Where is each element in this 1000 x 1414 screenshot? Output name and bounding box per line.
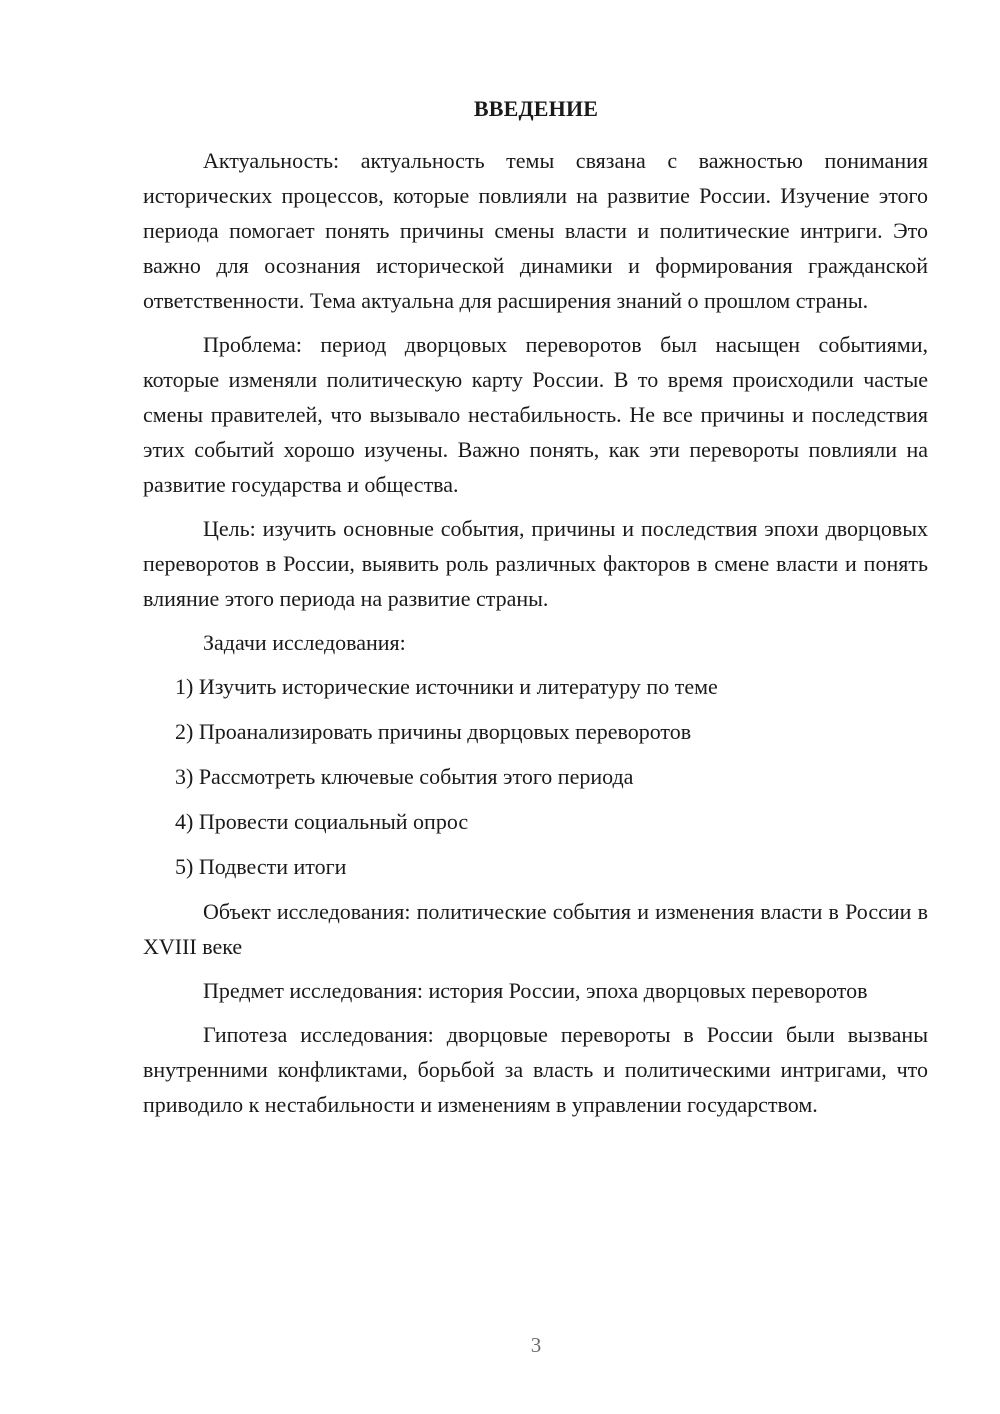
list-item: 3) Рассмотреть ключевые события этого периода [175,764,634,789]
object-paragraph: Объект исследования: политические события и изменения власти в России в XVIII веке [143,899,928,959]
list-item: 1) Изучить исторические источники и литературу по теме [175,674,718,699]
page-title: ВВЕДЕНИЕ [473,96,599,121]
relevance-paragraph: Актуальность: актуальность темы связана с важностью понимания исторических процессов, которые повлияли на развитие России. Изучение этого периода помогает понять причины смены власти и политические интриги. Это важно для осознания исторической динамики и формирования гражданской ответственности. Тема актуальна для расширения знаний о прошлом страны. [143,148,928,313]
list-item: 2) Проанализировать причины дворцовых переворотов [175,719,692,744]
tasks-heading: Задачи исследования: [203,630,406,655]
subject-paragraph: Предмет исследования: история России, эпоха дворцовых переворотов [203,978,868,1003]
tasks-list [143,669,928,884]
page-number: 3 [530,1333,542,1357]
list-item: 5) Подвести итоги [175,854,347,879]
list-item: 4) Провести социальный опрос [175,809,469,834]
hypothesis-paragraph: Гипотеза исследования: дворцовые перевороты в России были вызваны внутренними конфликтами, борьбой за власть и политическими интригами, что приводило к нестабильности и изменениям в управлении государством. [143,1022,928,1117]
goal-paragraph: Цель: изучить основные события, причины и последствия эпохи дворцовых переворотов в России, выявить роль различных факторов в смене власти и понять влияние этого периода на развитие страны. [143,516,928,611]
document-body [143,143,928,1131]
problem-paragraph: Проблема: период дворцовых переворотов был насыщен событиями, которые изменяли политическую карту России. В то время происходили частые смены правителей, что вызывало нестабильность. Не все причины и последствия этих событий хорошо изучены. Важно понять, как эти перевороты повлияли на развитие государства и общества. [143,332,928,497]
